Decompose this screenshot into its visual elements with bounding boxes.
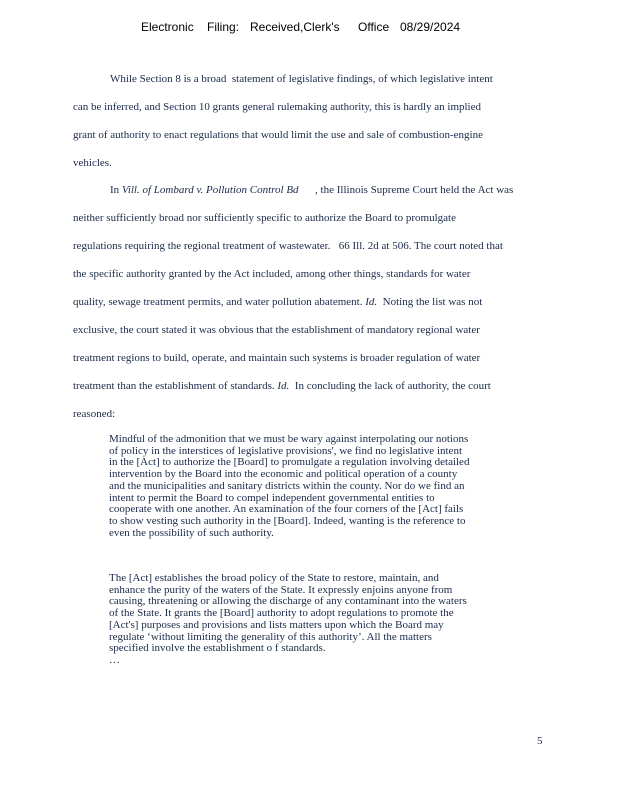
quote-line: to show vesting such authority in the [Board]. Indeed, wanting is the reference to xyxy=(109,514,466,527)
paragraph1-line: grant of authority to enact regulations that would limit the use and sale of combustion-engine xyxy=(73,129,483,141)
quote-line: causing, threatening or allowing the discharge of any contaminant into the waters xyxy=(109,595,467,608)
id-citation: Id. xyxy=(277,380,290,392)
quote-line: even the possibility of such authority. xyxy=(109,526,274,539)
quote-line: enhance the purity of the waters of the State. It expressly enjoins anyone from xyxy=(109,583,453,596)
case-citation: Vill. of Lombard v. Pollution Control Bd xyxy=(121,184,299,196)
quote-line: Mindful of the admonition that we must be wary against interpolating our notions xyxy=(109,433,469,445)
text-span: quality, sewage treatment permits, and water pollution abatement. xyxy=(73,296,366,308)
paragraph2-line: reasoned: xyxy=(73,408,116,420)
paragraph2-line xyxy=(73,296,482,309)
header-date: 08/29/2024 xyxy=(400,20,461,34)
paragraph2-line: neither sufficiently broad nor sufficiently specific to authorize the Board to promulgate xyxy=(73,212,456,224)
paragraph2-line: the specific authority granted by the Act included, among other things, standards for water xyxy=(73,268,471,280)
quote-line: intervention by the Board into the economic and political operation of a county xyxy=(109,468,458,481)
quote-line: intent to permit the Board to compel independent governmental entities to xyxy=(109,491,435,504)
header-filing: Filing: xyxy=(207,20,240,34)
quote-line: and the municipalities and sanitary districts within the county. Nor do we find an xyxy=(109,479,465,492)
quote-line: [Act's] purposes and provisions and lists matters upon which the Board may xyxy=(109,618,444,631)
quote-ellipsis: … xyxy=(109,653,120,666)
paragraph2-line: regulations requiring the regional treatment of wastewater. 66 Ill. 2d at 506. The court noted that xyxy=(73,240,503,252)
paragraph2-line: treatment regions to build, operate, and maintain such systems is broader regulation of water xyxy=(73,352,481,364)
text-span: treatment than the establishment of standards. xyxy=(73,380,278,392)
page-number: 5 xyxy=(537,735,543,747)
paragraph1-line: While Section 8 is a broad statement of legislative findings, of which legislative intent xyxy=(110,73,493,85)
id-citation: Id. xyxy=(365,296,378,308)
quote-line: specified involve the establishment o f standards. xyxy=(109,642,326,655)
text-span: In xyxy=(110,184,122,196)
header-office: Office xyxy=(358,20,390,34)
quote-line: regulate ‘without limiting the generality of this authority’. All the matters xyxy=(109,630,432,643)
quote-line: of the State. It grants the [Board] authority to adopt regulations to promote the xyxy=(109,607,454,620)
header-electronic: Electronic xyxy=(141,20,194,34)
quote-line: The [Act] establishes the broad policy of the State to restore, maintain, and xyxy=(109,572,439,584)
paragraph2-line xyxy=(73,380,491,393)
block-quote-2 xyxy=(109,573,529,667)
block-quote-1 xyxy=(109,434,529,539)
paragraph2-line: exclusive, the court stated it was obvious that the establishment of mandatory regional water xyxy=(73,324,480,336)
text-span: In concluding the lack of authority, the court xyxy=(289,380,491,392)
quote-line: in the [Act] to authorize the [Board] to promulgate a regulation involving detailed xyxy=(109,456,470,469)
quote-line: of policy in the interstices of legislative provisions', we find no legislative intent xyxy=(109,444,462,457)
paragraph2-line xyxy=(110,184,513,197)
paragraph1-line: vehicles. xyxy=(73,157,112,169)
header-received-clerks: Received,Clerk's xyxy=(250,20,340,34)
paragraph1-line: can be inferred, and Section 10 grants general rulemaking authority, this is hardly an implied xyxy=(73,101,481,113)
text-span: Noting the list was not xyxy=(377,296,483,308)
text-span: , the Illinois Supreme Court held the Act was xyxy=(298,184,514,196)
quote-line: cooperate with one another. An examination of the four corners of the [Act] fails xyxy=(109,503,464,516)
